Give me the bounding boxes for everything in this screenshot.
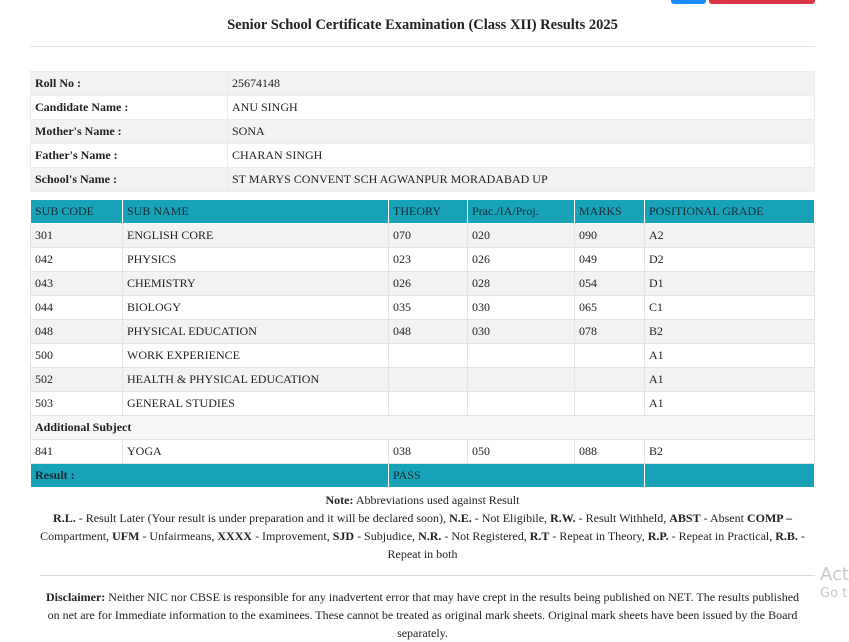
additional-subject-label: Additional Subject <box>31 416 815 440</box>
activate-windows-watermark <box>820 564 849 602</box>
cell-sub-code: 043 <box>31 272 123 296</box>
cell-marks <box>575 392 645 416</box>
cell-grade: D2 <box>645 248 815 272</box>
disclaimer-divider <box>40 575 815 576</box>
page-title: Senior School Certificate Examination (Class XII) Results 2025 <box>227 17 618 33</box>
header-grade: POSITIONAL GRADE <box>645 200 815 224</box>
abbr-code: R.P. <box>647 529 669 543</box>
subject-row <box>31 224 815 248</box>
cell-grade: B2 <box>645 440 815 464</box>
cell-grade: C1 <box>645 296 815 320</box>
cell-theory: 023 <box>389 248 468 272</box>
cell-sub-code: 044 <box>31 296 123 320</box>
cell-marks: 049 <box>575 248 645 272</box>
cell-sub-code: 503 <box>31 392 123 416</box>
info-label: School's Name : <box>31 168 228 192</box>
candidate-info-row <box>31 144 815 168</box>
cell-practical: 020 <box>468 224 575 248</box>
abbreviation-notes <box>40 491 805 563</box>
subject-row <box>31 368 815 392</box>
info-label: Roll No : <box>31 72 228 96</box>
cell-practical <box>468 344 575 368</box>
abbr-desc: - Not Eligibile, <box>471 511 551 525</box>
subject-row <box>31 440 815 464</box>
cell-sub-name: YOGA <box>123 440 389 464</box>
note-label: Note: <box>325 493 354 507</box>
cell-theory: 026 <box>389 272 468 296</box>
cell-marks: 054 <box>575 272 645 296</box>
cell-theory <box>389 344 468 368</box>
abbr-code: COMP – <box>746 511 792 525</box>
watermark-line-1: Act <box>820 564 849 585</box>
header-practical: Prac./IA/Proj. <box>468 200 575 224</box>
disclaimer <box>40 588 805 642</box>
subject-row <box>31 320 815 344</box>
cell-sub-name: CHEMISTRY <box>123 272 389 296</box>
info-label: Father's Name : <box>31 144 228 168</box>
abbr-desc: - Not Registered, <box>441 529 530 543</box>
result-value: PASS <box>389 464 645 488</box>
info-label: Candidate Name : <box>31 96 228 120</box>
header-sub-name: SUB NAME <box>123 200 389 224</box>
cell-marks: 065 <box>575 296 645 320</box>
cell-marks <box>575 344 645 368</box>
cell-grade: A1 <box>645 368 815 392</box>
cell-sub-name: HEALTH & PHYSICAL EDUCATION <box>123 368 389 392</box>
candidate-info-table <box>30 71 815 192</box>
abbr-desc: - Result Withheld, <box>575 511 670 525</box>
candidate-info-row <box>31 96 815 120</box>
abbr-code: R.W. <box>550 511 576 525</box>
cell-grade: A1 <box>645 392 815 416</box>
abbr-desc: - Repeat in Practical, <box>668 529 776 543</box>
cell-theory: 035 <box>389 296 468 320</box>
abbr-desc: - Result Later (Your result is under preparation and it will be declared soon), <box>75 511 450 525</box>
cell-practical: 050 <box>468 440 575 464</box>
cell-marks: 078 <box>575 320 645 344</box>
abbr-desc: - Absent <box>700 511 747 525</box>
candidate-info-row <box>31 120 815 144</box>
cell-sub-name: BIOLOGY <box>123 296 389 320</box>
cell-sub-name: PHYSICAL EDUCATION <box>123 320 389 344</box>
subject-row <box>31 296 815 320</box>
watermark-line-2: Go t <box>820 586 848 601</box>
subject-row <box>31 392 815 416</box>
marks-header-row <box>31 200 815 224</box>
marks-table <box>30 200 815 488</box>
cell-theory: 048 <box>389 320 468 344</box>
abbr-desc: - Repeat in both <box>387 529 805 561</box>
cell-practical: 030 <box>468 296 575 320</box>
cell-sub-code: 841 <box>31 440 123 464</box>
cell-sub-name: ENGLISH CORE <box>123 224 389 248</box>
info-value: 25674148 <box>228 72 815 96</box>
additional-subject-row <box>31 416 815 440</box>
info-value: CHARAN SINGH <box>228 144 815 168</box>
header-marks: MARKS <box>575 200 645 224</box>
subject-row <box>31 248 815 272</box>
cell-sub-code: 502 <box>31 368 123 392</box>
top-button-blue[interactable] <box>671 0 706 4</box>
cell-practical: 028 <box>468 272 575 296</box>
cell-theory: 070 <box>389 224 468 248</box>
result-label: Result : <box>31 464 389 488</box>
abbr-code: N.E. <box>449 511 472 525</box>
abbr-code: R.T <box>529 529 550 543</box>
cell-sub-name: PHYSICS <box>123 248 389 272</box>
abbreviation-list <box>40 509 805 563</box>
disclaimer-text: Neither NIC nor CBSE is responsible for any inadvertent error that may have crept in the results being published on NET. The results published on net are for Immediate information to the examinees. These cannot be treated as original mark sheets. Original mark sheets have been issued by the Board separately. <box>47 590 800 640</box>
header-sub-code: SUB CODE <box>31 200 123 224</box>
abbr-code: N.R. <box>418 529 442 543</box>
candidate-info-row <box>31 72 815 96</box>
header-theory: THEORY <box>389 200 468 224</box>
abbr-code: R.L. <box>53 511 76 525</box>
cell-grade: B2 <box>645 320 815 344</box>
info-label: Mother's Name : <box>31 120 228 144</box>
info-value: SONA <box>228 120 815 144</box>
subject-row <box>31 344 815 368</box>
cell-practical <box>468 368 575 392</box>
note-text: Abbreviations used against Result <box>353 493 520 507</box>
title-divider <box>30 46 815 47</box>
cell-marks <box>575 368 645 392</box>
cell-practical <box>468 392 575 416</box>
info-value: ST MARYS CONVENT SCH AGWANPUR MORADABAD UP <box>228 168 815 192</box>
abbr-code: ABST <box>669 511 701 525</box>
top-button-red[interactable] <box>709 0 815 4</box>
cell-theory: 038 <box>389 440 468 464</box>
cell-sub-code: 042 <box>31 248 123 272</box>
cell-sub-code: 048 <box>31 320 123 344</box>
subject-row <box>31 272 815 296</box>
abbr-desc: - Improvement, <box>252 529 333 543</box>
candidate-info-row <box>31 168 815 192</box>
abbr-desc: Compartment, <box>40 529 113 543</box>
disclaimer-label: Disclaimer: <box>45 590 106 604</box>
abbr-desc: - Unfairmeans, <box>139 529 218 543</box>
cell-practical: 026 <box>468 248 575 272</box>
cell-marks: 090 <box>575 224 645 248</box>
cell-marks: 088 <box>575 440 645 464</box>
info-value: ANU SINGH <box>228 96 815 120</box>
cell-sub-code: 500 <box>31 344 123 368</box>
abbr-code: UFM <box>112 529 140 543</box>
result-empty-cell <box>645 464 815 488</box>
cell-sub-name: WORK EXPERIENCE <box>123 344 389 368</box>
cell-grade: A2 <box>645 224 815 248</box>
cell-grade: A1 <box>645 344 815 368</box>
note-line <box>40 491 805 509</box>
cell-sub-name: GENERAL STUDIES <box>123 392 389 416</box>
cell-practical: 030 <box>468 320 575 344</box>
cell-theory <box>389 392 468 416</box>
abbr-code: SJD <box>332 529 355 543</box>
abbr-code: R.B. <box>775 529 798 543</box>
cell-sub-code: 301 <box>31 224 123 248</box>
result-row <box>31 464 815 488</box>
abbr-desc: - Repeat in Theory, <box>549 529 648 543</box>
cell-grade: D1 <box>645 272 815 296</box>
abbr-code: XXXX <box>217 529 253 543</box>
cell-theory <box>389 368 468 392</box>
abbr-desc: - Subjudice, <box>354 529 419 543</box>
